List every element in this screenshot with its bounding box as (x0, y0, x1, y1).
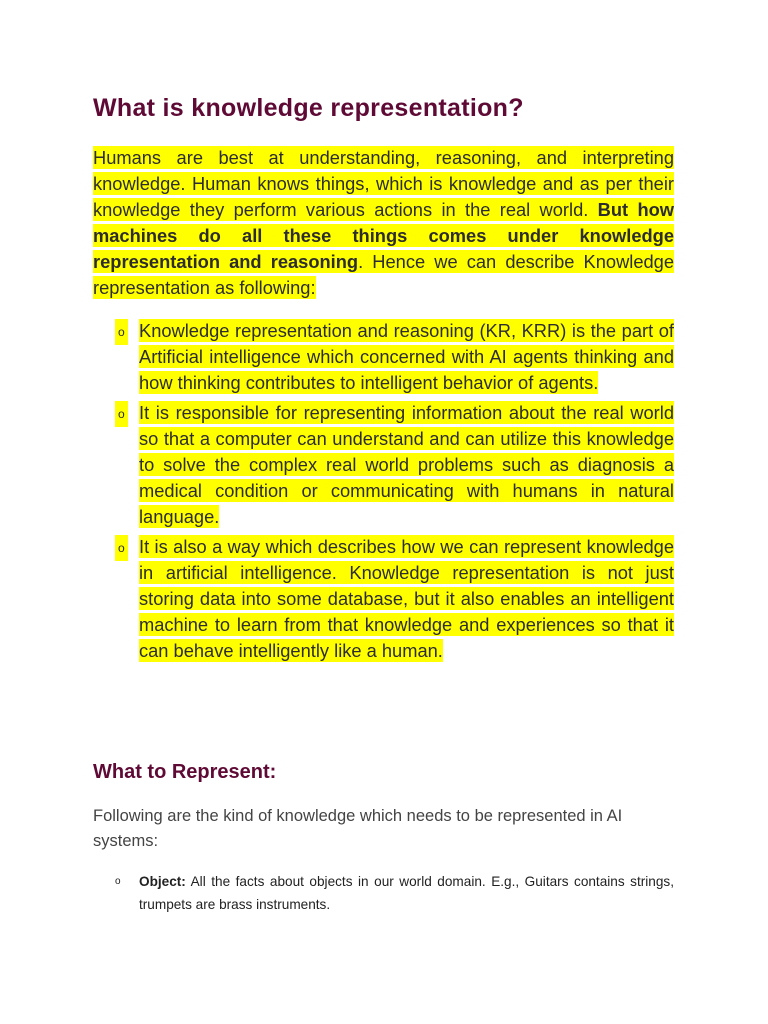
list-item-text: It is also a way which describes how we can represent knowledge in artificial intelligence. Knowledge representation is not just storing data into some database, but it also enables an intelligent machine to learn from that knowledge and experiences so that it can behave intelligently like a human. (139, 536, 674, 661)
what-to-represent-paragraph: Following are the kind of knowledge which needs to be represented in AI systems: (93, 807, 623, 850)
list-item (93, 534, 674, 664)
kind-description: All the facts about objects in our world domain. E.g., Guitars contains strings, trumpets are brass instruments. (139, 874, 674, 912)
heading-what-is-knowledge-representation: What is knowledge representation? (93, 94, 524, 122)
bullet-circle-icon: o (115, 319, 128, 345)
kind-term: Object: (139, 874, 186, 889)
list-item-text: Knowledge representation and reasoning (KR, KRR) is the part of Artificial intelligence which concerned with AI agents thinking and how thinking contributes to intelligent behavior of agents. (139, 320, 674, 393)
bullet-circle-icon: o (115, 535, 128, 561)
intro-text-1: Humans are best at understanding, reasoning, and interpreting knowledge. Human knows things, which is knowledge and as per their knowledge they perform various actions in the real world. (93, 147, 674, 220)
intro-text-2: . Hence we can describe Knowledge representation as following: (93, 251, 674, 298)
intro-paragraph (93, 145, 674, 301)
knowledge-kinds-list (93, 870, 674, 916)
bullet-circle-icon: o (115, 401, 128, 427)
list-item (93, 318, 674, 396)
list-item-text: It is responsible for representing information about the real world so that a computer can understand and can utilize this knowledge to solve the complex real world problems such as diagnosis a medical condition or communicating with humans in natural language. (139, 402, 674, 527)
list-item (93, 870, 674, 916)
heading-what-to-represent: What to Represent: (93, 761, 277, 783)
definition-list (93, 318, 674, 668)
intro-bold: But how machines do all these things comes under knowledge representation and reasoning (93, 199, 674, 272)
bullet-circle-icon: o (115, 876, 121, 887)
list-item (93, 400, 674, 530)
